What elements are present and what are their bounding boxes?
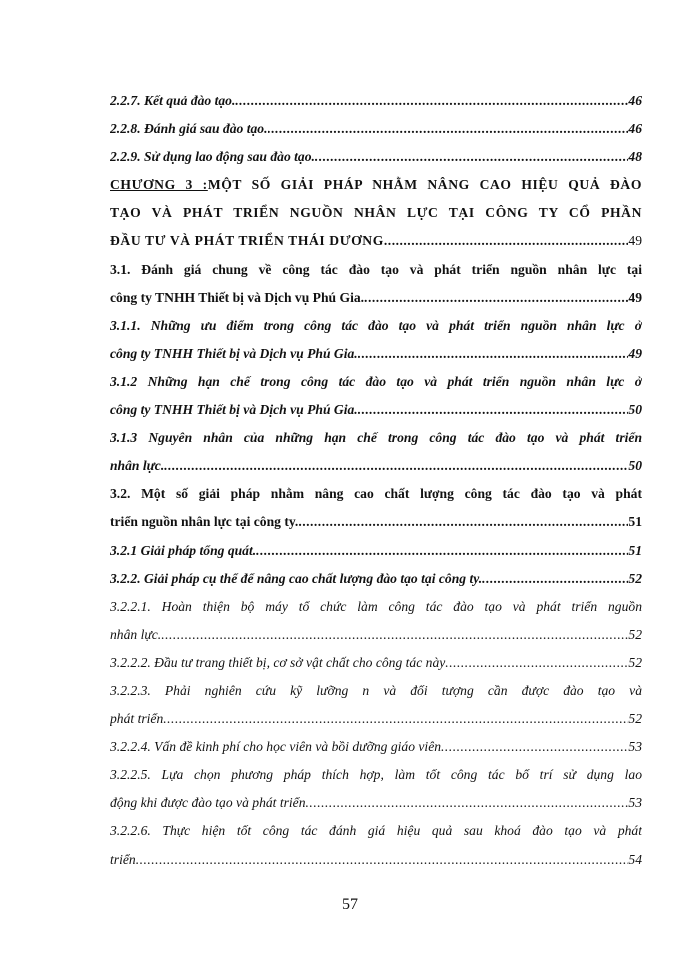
- toc-chapter-3-line-3: [110, 227, 642, 255]
- toc-entry-3-2-2-4[interactable]: 3.2.2.4. Vấn đề kinh phí cho học viên và bồi dưỡng giáo viên ..... 53: [110, 733, 642, 761]
- table-of-contents: 2.2.7. Kết quả đào tạo. ..... 46 2.2.8. Đánh giá sau đào tạo. ..... 46 2.2.9. Sử dụng lao động sau đào tạo. ..... 48 CHƯƠNG 3 :MỘT SỐ GIẢI PHÁP NHẰM NÂNG CAO HIỆU QUẢ ĐÀO TẠO VÀ PHÁT TRIỂN NGUỒN NHÂN LỰC TẠI CÔNG TY CỔ PHẦN ĐẦU TƯ VÀ PHÁT TRIỂN THÁI DƯƠNG ..... 49 3.1. Đánh giá chung về công tác đào tạo và phát triển nguồn nhân lực tại công ty TNHH Thiết bị và Dịch vụ Phú Gia. ..... 49 3.1.1. Những ưu điểm trong công tác đào tạo và phát triển nguồn nhân lực ở công ty TNHH Thiết bị và Dịch vụ Phú Gia. ..... 49 3.1.2 Những hạn chế trong công tác đào tạo và phát triển nguồn nhân lực ở công ty TNHH Thiết bị và Dịch vụ Phú Gia. ..... 50 3.1.3 Nguyên nhân của những hạn chế trong công tác đào tạo và phát triển nhân lực. ..... 50 3.2. Một số giải pháp nhằm nâng cao chất lượng công tác đào tạo và phát triển nguồn nhân lực tại công ty. ..... 51 3.2.1 Giải pháp tổng quát. ..... 51 3.2.2. Giải pháp cụ thể để nâng cao chất lượng đào tạo tại công ty. ..... 52 3.2.2.1. Hoàn thiện bộ máy tổ chức làm công tác đào tạo và phát triển nguồn nhân lực. ..... 52 3.2.2.2. Đầu tư trang thiết bị, cơ sở vật chất cho công tác này ..... 52 3.2.2.3. Phải nghiên cứu kỹ lưỡng n và đối tượng cần được đào tạo và phát triển ..... 52 3.2.2.4. Vấn đề kinh phí cho học viên và bồi dưỡng giáo viên ..... 53 3.2.2.5. Lựa chọn phương pháp thích hợp, làm tốt công tác bố trí sử dụng lao động khi được đào tạo và phát triển ..... 53 3.2.2.6. Thực hiện tốt công tác đánh giá hiệu quả sau khoá đào tạo và phát triển ..... 54: [110, 87, 642, 874]
- toc-entry-3-2[interactable]: 3.2. Một số giải pháp nhằm nâng cao chất lượng công tác đào tạo và phát: [110, 486, 642, 502]
- toc-entry-page: 50: [628, 402, 642, 418]
- toc-entry-page: 54: [628, 851, 642, 867]
- toc-entry-page: 51: [628, 542, 642, 558]
- toc-entry-page: 52: [628, 711, 642, 727]
- toc-entry-3-2-2[interactable]: 3.2.2. Giải pháp cụ thể để nâng cao chất lượng đào tạo tại công ty. ..... 52: [110, 565, 642, 593]
- toc-entry-page: 48: [628, 149, 642, 165]
- toc-entry-3-2-1[interactable]: 3.2.1 Giải pháp tổng quát. ..... 51: [110, 537, 642, 565]
- toc-entry-page: 53: [628, 739, 642, 755]
- toc-entry-3-2-2-2[interactable]: 3.2.2.2. Đầu tư trang thiết bị, cơ sở vật chất cho công tác này ..... 52: [110, 649, 642, 677]
- toc-entry-page: 49: [628, 233, 642, 249]
- toc-entry-title: 2.2.9. Sử dụng lao động sau đào tạo.: [110, 149, 315, 165]
- toc-entry-page: 49: [628, 289, 642, 305]
- toc-entry-2-2-7[interactable]: [110, 87, 642, 115]
- toc-entry-3-2-2-5[interactable]: 3.2.2.5. Lựa chọn phương pháp thích hợp, làm tốt công tác bố trí sử dụng lao: [110, 767, 642, 783]
- chapter-label: CHƯƠNG 3 :: [110, 177, 208, 193]
- toc-entry-2-2-9[interactable]: [110, 143, 642, 171]
- toc-entry-page: 49: [628, 345, 642, 361]
- chapter-title-part-1: MỘT SỐ GIẢI PHÁP NHẰM NÂNG CAO HIỆU QUẢ ĐÀO: [207, 177, 642, 193]
- toc-entry-3-2-2-1[interactable]: 3.2.2.1. Hoàn thiện bộ máy tổ chức làm công tác đào tạo và phát triển nguồn: [110, 598, 642, 614]
- toc-entry-2-2-8[interactable]: [110, 115, 642, 143]
- toc-entry-title: 2.2.7. Kết quả đào tạo.: [110, 93, 236, 108]
- toc-entry-page: 46: [628, 93, 642, 108]
- toc-entry-page: 50: [628, 458, 642, 474]
- toc-entry-page: 53: [628, 795, 642, 811]
- toc-chapter-3-line-2: [110, 199, 642, 227]
- toc-entry-3-1-2[interactable]: 3.1.2 Những hạn chế trong công tác đào tạo và phát triển nguồn nhân lực ở: [110, 373, 642, 389]
- chapter-title-part-2: TẠO VÀ PHÁT TRIỂN NGUỒN NHÂN LỰC TẠI CÔNG TY CỔ PHẦN: [110, 205, 642, 221]
- page-number: 57: [342, 896, 358, 913]
- toc-entry-3-1-3[interactable]: 3.1.3 Nguyên nhân của những hạn chế trong công tác đào tạo và phát triển: [110, 430, 642, 446]
- toc-entry-3-2-2-3[interactable]: 3.2.2.3. Phải nghiên cứu kỹ lưỡng n và đối tượng cần được đào tạo và: [110, 682, 642, 698]
- toc-entry-3-1-1[interactable]: 3.1.1. Những ưu điểm trong công tác đào tạo và phát triển nguồn nhân lực ở: [110, 317, 642, 333]
- toc-entry-3-2-2-6[interactable]: 3.2.2.6. Thực hiện tốt công tác đánh giá hiệu quả sau khoá đào tạo và phát: [110, 823, 642, 839]
- toc-entry-page: 52: [628, 626, 642, 642]
- toc-entry-page: 52: [628, 654, 642, 670]
- toc-chapter-3-line-1[interactable]: [110, 171, 642, 199]
- toc-entry-page: 51: [628, 514, 642, 530]
- toc-entry-3-1[interactable]: 3.1. Đánh giá chung về công tác đào tạo và phát triển nguồn nhân lực tại: [110, 261, 642, 277]
- toc-entry-title: 2.2.8. Đánh giá sau đào tạo.: [110, 121, 268, 137]
- toc-entry-page: 52: [628, 570, 642, 586]
- chapter-title-part-3: ĐẦU TƯ VÀ PHÁT TRIỂN THÁI DƯƠNG: [110, 233, 384, 249]
- toc-entry-page: 46: [628, 121, 642, 137]
